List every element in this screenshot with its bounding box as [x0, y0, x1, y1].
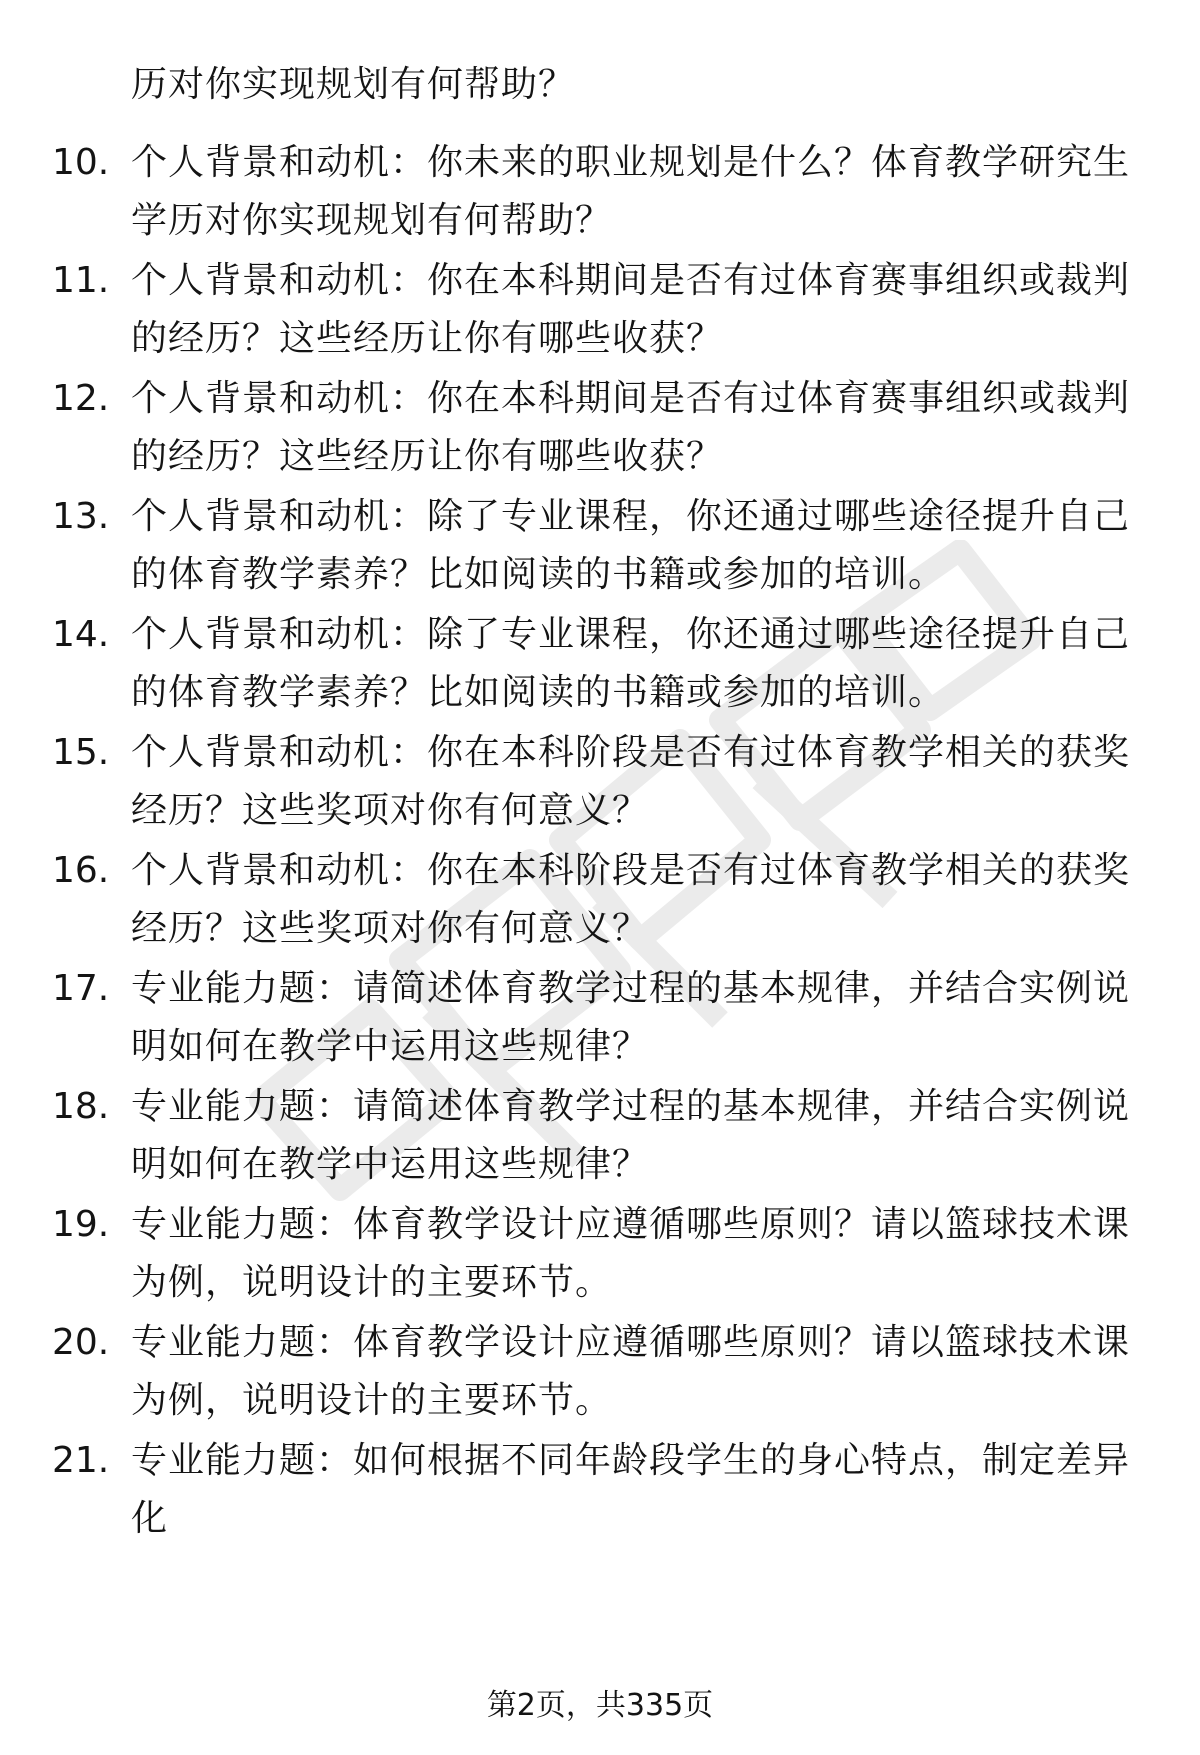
question-text: 专业能力题：体育教学设计应遵循哪些原则？请以篮球技术课为例，说明设计的主要环节。	[131, 1322, 1131, 1421]
question-text: 个人背景和动机：你未来的职业规划是什么？体育教学研究生学历对你实现规划有何帮助？	[131, 142, 1131, 241]
list-item	[0, 370, 1200, 490]
question-number: 18.	[52, 1086, 110, 1127]
question-text: 个人背景和动机：除了专业课程，你还通过哪些途径提升自己的体育教学素养？比如阅读的书籍或参加的培训。	[131, 614, 1131, 713]
question-number: 16.	[52, 850, 110, 891]
question-text: 专业能力题：体育教学设计应遵循哪些原则？请以篮球技术课为例，说明设计的主要环节。	[131, 1204, 1131, 1303]
question-text: 个人背景和动机：你在本科期间是否有过体育赛事组织或裁判的经历？这些经历让你有哪些收获？	[131, 378, 1131, 477]
question-number: 11.	[52, 260, 110, 301]
question-number: 20.	[52, 1322, 110, 1363]
question-number: 21.	[52, 1440, 110, 1481]
question-text: 个人背景和动机：你在本科期间是否有过体育赛事组织或裁判的经历？这些经历让你有哪些收获？	[131, 260, 1131, 359]
list-item	[0, 252, 1200, 372]
question-text: 专业能力题：请简述体育教学过程的基本规律，并结合实例说明如何在教学中运用这些规律？	[131, 968, 1131, 1067]
question-number: 14.	[52, 614, 110, 655]
question-number: 15.	[52, 732, 110, 773]
question-text: 个人背景和动机：你在本科阶段是否有过体育教学相关的获奖经历？这些奖项对你有何意义？	[131, 732, 1131, 831]
list-item	[0, 488, 1200, 608]
question-text: 专业能力题：如何根据不同年龄段学生的身心特点，制定差异化	[131, 1440, 1131, 1539]
question-text: 专业能力题：请简述体育教学过程的基本规律，并结合实例说明如何在教学中运用这些规律？	[131, 1086, 1131, 1185]
question-number: 13.	[52, 496, 110, 537]
question-number: 19.	[52, 1204, 110, 1245]
question-number: 17.	[52, 968, 110, 1009]
list-item	[0, 842, 1200, 962]
list-item	[0, 1314, 1200, 1434]
question-text: 个人背景和动机：除了专业课程，你还通过哪些途径提升自己的体育教学素养？比如阅读的书籍或参加的培训。	[131, 496, 1131, 595]
list-item	[0, 606, 1200, 726]
continued-question-text: 历对你实现规划有何帮助？	[131, 64, 576, 105]
question-number: 12.	[52, 378, 110, 419]
list-item	[0, 960, 1200, 1080]
page-footer: 第2页，共335页	[486, 1688, 714, 1723]
question-number: 10.	[52, 142, 110, 183]
list-item	[0, 1432, 1200, 1539]
list-item	[0, 1078, 1200, 1198]
list-item	[0, 724, 1200, 844]
question-text: 个人背景和动机：你在本科阶段是否有过体育教学相关的获奖经历？这些奖项对你有何意义？	[131, 850, 1131, 949]
list-item	[0, 1196, 1200, 1316]
list-item	[0, 134, 1200, 254]
